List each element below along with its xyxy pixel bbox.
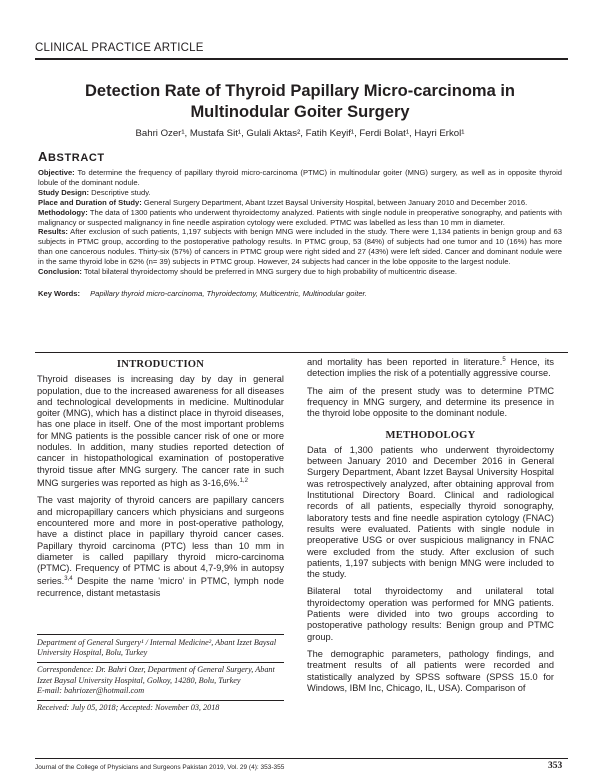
design-text: Descriptive study. xyxy=(89,187,151,197)
methodology-label: Methodology: xyxy=(38,207,88,217)
results-label: Results: xyxy=(38,227,68,237)
abstract-results xyxy=(38,227,562,267)
abstract-place xyxy=(38,198,562,208)
header-divider xyxy=(35,58,568,60)
method-paragraph-2: Bilateral total thyroidectomy and unilateral total thyroidectomy operation was performed for MNG patients. Patients were divided into two groups according to postoperative pathology results: Benign group and PTMC group. xyxy=(307,586,554,642)
place-label: Place and Duration of Study: xyxy=(38,197,142,207)
right-paragraph-2: The aim of the present study was to determine PTMC frequency in MNG surgery, and determine its presence in the thyroid lobe opposite to the dominant nodule. xyxy=(307,385,554,419)
conclusion-text: Total bilateral thyroidectomy should be preferred in MNG surgery due to high probability of multicentric disease. xyxy=(81,267,457,277)
place-text: General Surgery Department, Abant Izzet Baysal University Hospital, between January 2010 and December 2016. xyxy=(141,197,528,207)
abstract-heading xyxy=(38,149,562,164)
abstract-objective xyxy=(38,168,562,188)
keywords xyxy=(38,289,562,299)
abstract-methodology xyxy=(38,208,562,228)
notes-divider-middle xyxy=(37,662,284,663)
abstract-divider xyxy=(35,352,568,353)
keywords-text: Papillary thyroid micro-carcinoma, Thyroidectomy, Multicentric, Multinodular goiter. xyxy=(90,288,367,298)
section-label: CLINICAL PRACTICE ARTICLE xyxy=(35,42,204,54)
article-title: Detection Rate of Thyroid Papillary Micro-carcinoma in Multinodular Goiter Surgery xyxy=(84,82,515,121)
correspondence-note: Correspondence: Dr. Bahri Ozer, Department of General Surgery, Abant Izzet Baysal University Hospital, Golkoy, 14280, Bolu, Turkey xyxy=(37,665,275,685)
right-p1-text: and mortality has been reported in literature. xyxy=(307,357,503,368)
objective-text: To determine the frequency of papillary thyroid micro-carcinoma (PTMC) in multinodular goiter (MNG) surgery, as well as in opposite thyroid lobule of the dominant nodule. xyxy=(38,168,562,187)
notes-divider-top xyxy=(37,634,284,635)
author-list: Bahri Ozer¹, Mustafa Sit¹, Gulali Aktas², Fatih Keyif¹, Ferdi Bolat¹, Hayri Erkol¹ xyxy=(135,128,465,139)
received-accepted-dates: Received: July 05, 2018; Accepted: November 03, 2018 xyxy=(37,703,220,713)
intro-paragraph-2 xyxy=(37,495,284,599)
abstract-conclusion xyxy=(38,267,562,277)
footer-divider xyxy=(35,758,568,759)
notes-divider-bottom xyxy=(37,700,284,701)
abstract-heading-initial: A xyxy=(38,149,48,164)
left-column xyxy=(37,359,284,605)
methodology-heading: METHODOLOGY xyxy=(385,429,476,441)
intro-p2-text: The vast majority of thyroid cancers are papillary cancers and micropapillary cancers which physicians and surgeons encountered more and more in post-operative pathology, have a distinct place in papillary thyroid cancer cases. Papillary thyroid carcinoma (PTC) less than 10 mm in diameter is called papillary thyroid micro-carcinoma (PTMC). Frequency of PTMC is about 4,7-9,9% in autopsy series. xyxy=(37,495,284,587)
intro-p2-cont: Despite the name 'micro' in PTMC, lymph node recurrence, distant metastasis xyxy=(37,576,284,598)
intro-p1-ref: 1,2 xyxy=(239,477,248,484)
abstract-design xyxy=(38,188,562,198)
results-text: After exclusion of such patients, 1,197 subjects with benign MNG were included in the study. There were 1,134 patients in benign group and 63 subjects in PTMC group, according to the postoperative pathology results. In PTMC group, 53 (84%) of subjects had one tumor and 10 (16%) has more than one cancerous nodules. Thirty-six (57%) of cancers in PTMC group were right sided and 27 (43%) were left sided. Cancer and dominant nodule were in the same thyroid lobe in 62% (n= 39) subjects in PTMC group. However, 24 subjects had cancer in the lobe opposite to the largest nodule. xyxy=(38,227,562,267)
right-p1-cont: Hence, its detection implies the risk of a potentially aggressive course. xyxy=(307,357,554,379)
right-paragraph-1 xyxy=(307,355,554,380)
abstract-heading-rest: BSTRACT xyxy=(48,152,105,164)
abstract-section xyxy=(38,149,562,299)
right-p1-ref: 5 xyxy=(502,357,506,363)
conclusion-label: Conclusion: xyxy=(38,267,82,277)
objective-label: Objective: xyxy=(38,168,75,177)
methodology-text: The data of 1300 patients who underwent thyroidectomy analyzed. Patients with single nodule in preoperative sonography, and patients with malignancy or suspected malignancy in fine needle aspiration cytology were excluded. PTMC was labelled as less than 10 mm in diameter. xyxy=(38,207,562,227)
page-number: 353 xyxy=(548,761,563,771)
intro-p2-ref: 3,4 xyxy=(64,576,73,583)
journal-citation: Journal of the College of Physicians and Surgeons Pakistan 2019, Vol. 29 (4): 353-355 xyxy=(35,764,285,771)
introduction-heading: INTRODUCTION xyxy=(116,359,205,370)
method-paragraph-3: The demographic parameters, pathology findings, and treatment results of all patients were recorded and statistically analyzed by SPSS software (SPSS 15.0 for Windows, IBM Inc, Chicago, IL, USA). Comparison of xyxy=(307,648,554,693)
right-column xyxy=(307,355,554,700)
email-link[interactable]: E-mail: bahriozer@hotmail.com xyxy=(37,686,145,696)
affiliation-note: Department of General Surgery¹ / Internal Medicine², Abant Izzet Baysal University Hospital, Bolu, Turkey xyxy=(37,637,277,658)
method-paragraph-1: Data of 1,300 patients who underwent thyroidectomy between January 2010 and December 2016 in General Surgery Department, Abant Izzet Baysal University Hospital was retrospectively analyzed, after obtaining approval from Institutional Directory Board. Clinical and radiological records of all patients, especially thyroid sonography, laboratory tests and fine needle aspiration cytology (FNAC) results were evaluated. Patients with single nodule in preoperative USG or over suspicious malignancy in FNAC were excluded from the study. After exclusion of such patients, 1,197 subjects with benign MNG were included to the study. xyxy=(307,444,554,580)
intro-p1-text: Thyroid diseases is increasing day by day in general population, due to the increased awareness for all diseases and technological developments in medicine. Multinodular goiter (MNG), which has a distinct place in thyroid diseases, has one place in itself. One of the most important problems for MNG patients is the possible cancer risk of one or more nodules. In addition, many studies reported detection of cancer in histopathological examination of postoperative thyroid tissue after MNG surgery. The cancer rate in such MNG surgeries was reported as high as 3-16,6%. xyxy=(37,374,284,489)
intro-paragraph-1 xyxy=(37,374,284,489)
article-notes xyxy=(37,631,284,714)
keywords-label: Key Words: xyxy=(38,288,81,298)
design-label: Study Design: xyxy=(38,187,90,197)
